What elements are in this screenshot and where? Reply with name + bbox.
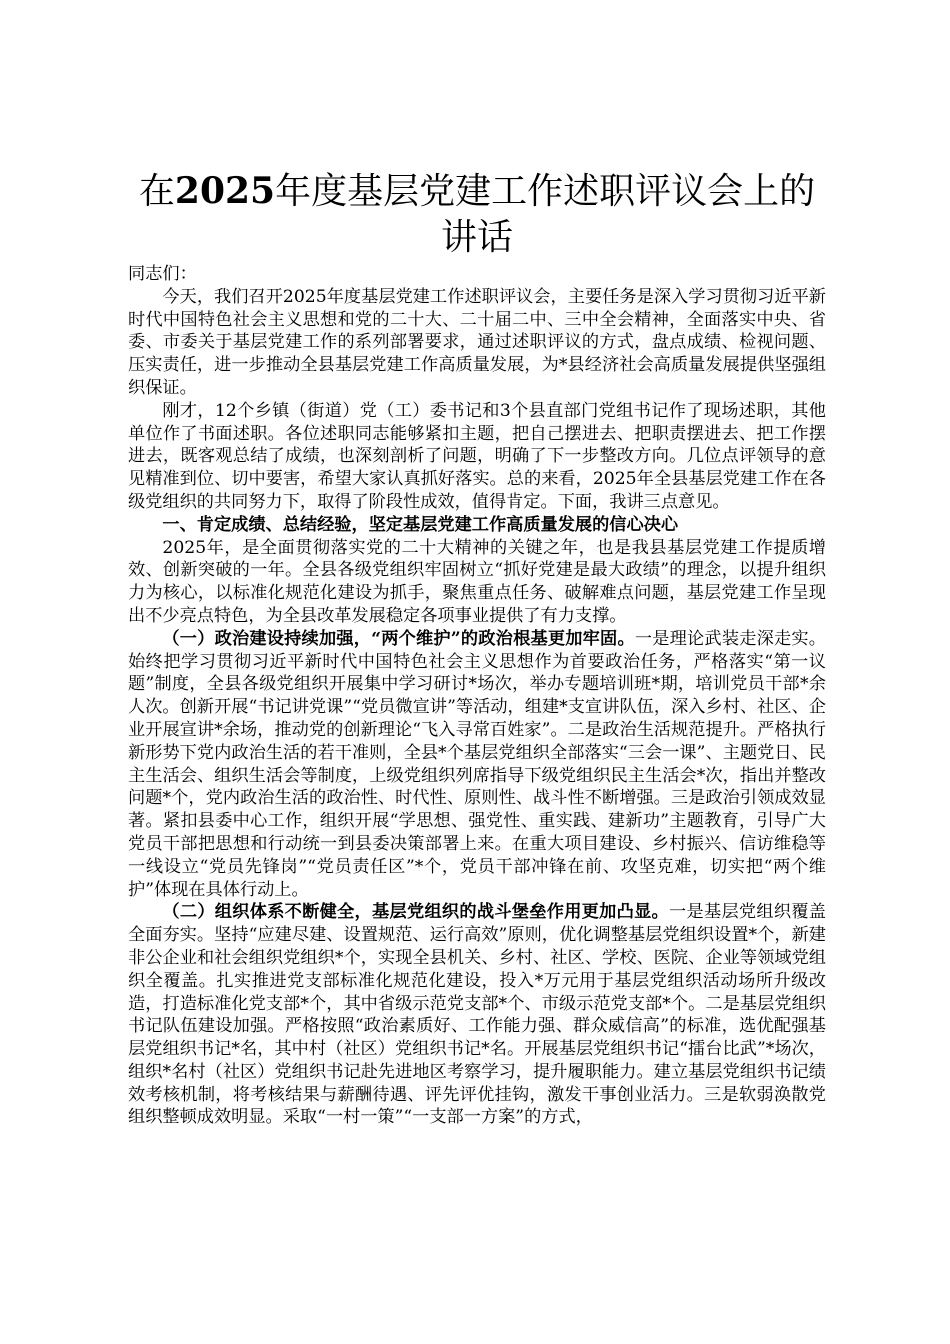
document-title xyxy=(128,168,826,261)
subsection-2-text: 一是基层党组织覆盖全面夯实。坚持“应建尽建、设置规范、运行高效”原则，优化调整基层党组织设置*个，新建非公企业和社会组织党组织*个，实现全县机关、乡村、社区、学校、医院、企业等领域党组织全覆盖。扎实推进党支部标准化规范化建设，投入*万元用于基层党组织活动场所升级改造，打造标准化党支部*个，其中省级示范党支部*个、市级示范党支部*个。二是基层党组织书记队伍建设加强。严格按照“政治素质好、工作能力强、群众威信高”的标准，选优配强基层党组织书记*名，其中村（社区）党组织书记*名。开展基层党组织书记“擂台比武”*场次，组织*名村（社区）党组织书记赴先进地区考察学习，提升履职能力。建立基层党组织书记绩效考核机制，将考核结果与薪酬待遇、评先评优挂钩，激发干事创业活力。三是软弱涣散党组织整顿成效明显。采取“一村一策”“一支部一方案”的方式， xyxy=(128,902,826,1128)
paragraph-review: 刚才，12个乡镇（街道）党（工）委书记和3个县直部门党组书记作了现场述职，其他单位作了书面述职。各位述职同志能够紧扣主题，把自己摆进去、把职责摆进去、把工作摆进去，既客观总结了成绩，也深刻剖析了问题，明确了下一步整改方向。几位点评领导的意见精准到位、切中要害，希望大家认真抓好落实。总的来看，2025年全县基层党建工作在各级党组织的共同努力下，取得了阶段性成效，值得肯定。下面，我讲三点意见。 xyxy=(128,400,826,512)
title-rest: 年度基层党建工作述职评议会上的讲话 xyxy=(275,171,816,258)
document-page xyxy=(128,168,826,1129)
paragraph-subsection-2 xyxy=(128,901,826,1129)
subsection-1-heading: （一）政治建设持续加强，“两个维护”的政治根基更加牢固。 xyxy=(162,628,635,649)
title-prefix: 在 xyxy=(138,171,175,212)
subsection-2-heading: （二）组织体系不断健全，基层党组织的战斗堡垒作用更加凸显。 xyxy=(162,902,670,923)
salutation: 同志们： xyxy=(128,264,197,284)
subsection-1-text: 一是理论武装走深走实。始终把学习贯彻习近平新时代中国特色社会主义思想作为首要政治任务，严格落实“第一议题”制度，全县各级党组织开展集中学习研讨*场次，举办专题培训班*期，培训党员干部*余人次。创新开展“书记讲党课”“党员微宣讲”等活动，组建*支宣讲队伍，深入乡村、社区、企业开展宣讲*余场，推动党的创新理论“飞入寻常百姓家”。二是政治生活规范提升。严格执行新形势下党内政治生活的若干准则，全县*个基层党组织全部落实“三会一课”、主题党日、民主生活会、组织生活会等制度，上级党组织列席指导下级党组织民主生活会*次，指出并整改问题*个，党内政治生活的政治性、时代性、原则性、战斗性不断增强。三是政治引领成效显著。紧扣县委中心工作，组织开展“学思想、强党性、重实践、建新功”主题教育，引导广大党员干部把思想和行动统一到县委决策部署上来。在重大项目建设、乡村振兴、信访维稳等一线设立“党员先锋岗”“党员责任区”*个，党员干部冲锋在前、攻坚克难，切实把“两个维护”体现在具体行动上。 xyxy=(128,628,826,900)
document-body xyxy=(128,263,826,1129)
paragraph-opening: 今天，我们召开2025年度基层党建工作述职评议会，主要任务是深入学习贯彻习近平新时代中国特色社会主义思想和党的二十大、二十届二中、三中全会精神，全面落实中央、省委、市委关于基层党建工作的系列部署要求，通过述职评议的方式，盘点成绩、检视问题、压实责任，进一步推动全县基层党建工作高质量发展，为*县经济社会高质量发展提供坚强组织保证。 xyxy=(128,286,826,398)
title-year: 2025 xyxy=(174,170,276,212)
paragraph-achievements: 2025年，是全面贯彻落实党的二十大精神的关键之年，也是我县基层党建工作提质增效、创新突破的一年。全县各级党组织牢固树立“抓好党建是最大政绩”的理念，以提升组织力为核心，以标准化规范化建设为抓手，聚焦重点任务、破解难点问题，基层党建工作呈现出不少亮点特色，为全县改革发展稳定各项事业提供了有力支撑。 xyxy=(128,537,826,626)
section-heading-1: 一、肯定成绩、总结经验，坚定基层党建工作高质量发展的信心决心 xyxy=(162,514,679,535)
paragraph-subsection-1 xyxy=(128,628,826,902)
